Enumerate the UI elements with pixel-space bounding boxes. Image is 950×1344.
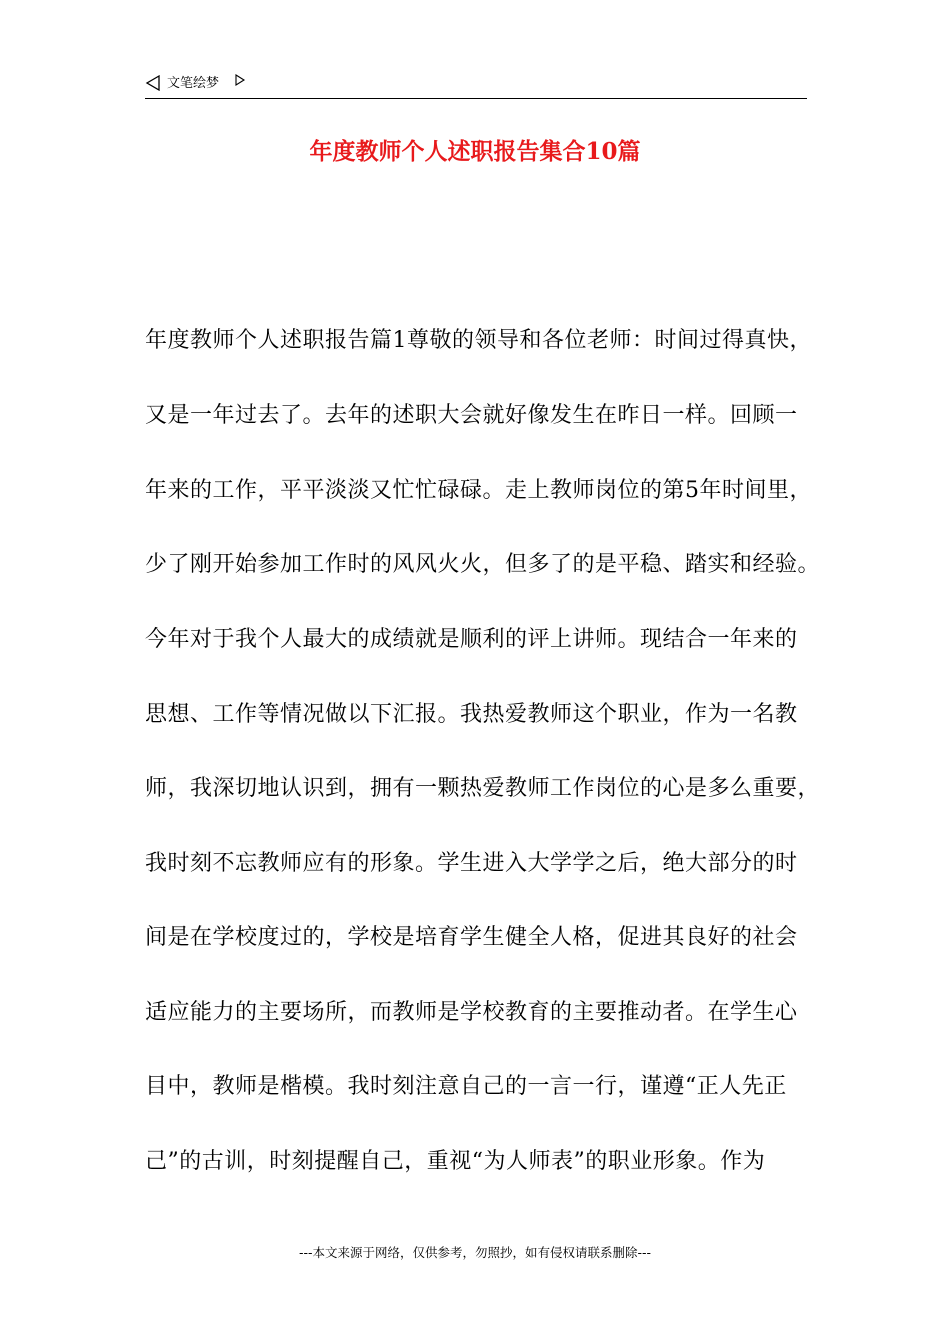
source-disclaimer: ---本文来源于网络，仅供参考，勿照抄，如有侵权请联系删除--- — [298, 1245, 652, 1260]
body-line: 适应能力的主要场所，而教师是学校教育的主要推动者。在学生心 — [145, 1000, 798, 1025]
body-line: 己”的古训，时刻提醒自己，重视“为人师表”的职业形象。作为 — [145, 1149, 766, 1174]
body-line: 我时刻不忘教师应有的形象。学生进入大学学之后，绝大部分的时 — [145, 851, 798, 876]
body-line: 年来的工作，平平淡淡又忙忙碌碌。走上教师岗位的第5年时间里， — [145, 478, 812, 503]
body-line: 年度教师个人述职报告篇1尊敬的领导和各位老师：时间过得真快， — [145, 328, 812, 353]
body-line: 师，我深切地认识到，拥有一颗热爱教师工作岗位的心是多么重要， — [145, 776, 821, 801]
body-line: 今年对于我个人最大的成绩就是顺利的评上讲师。现结合一年来的 — [145, 627, 798, 652]
back-triangle-icon — [145, 75, 161, 91]
brand-name: 文笔绘梦 — [167, 76, 220, 91]
page-header — [145, 72, 807, 99]
body-line: 少了刚开始参加工作时的风风火火，但多了的是平稳、踏实和经验。 — [145, 552, 821, 577]
body-line: 目中，教师是楷模。我时刻注意自己的一言一行，谨遵“正人先正 — [145, 1074, 787, 1099]
play-triangle-icon — [234, 74, 246, 86]
body-line: 又是一年过去了。去年的述职大会就好像发生在昨日一样。回顾一 — [145, 403, 798, 428]
body-line: 间是在学校度过的，学校是培育学生健全人格，促进其良好的社会 — [145, 925, 798, 950]
document-title: 年度教师个人述职报告集合10篇 — [309, 138, 641, 165]
body-line: 思想、工作等情况做以下汇报。我热爱教师这个职业，作为一名教 — [145, 702, 798, 727]
